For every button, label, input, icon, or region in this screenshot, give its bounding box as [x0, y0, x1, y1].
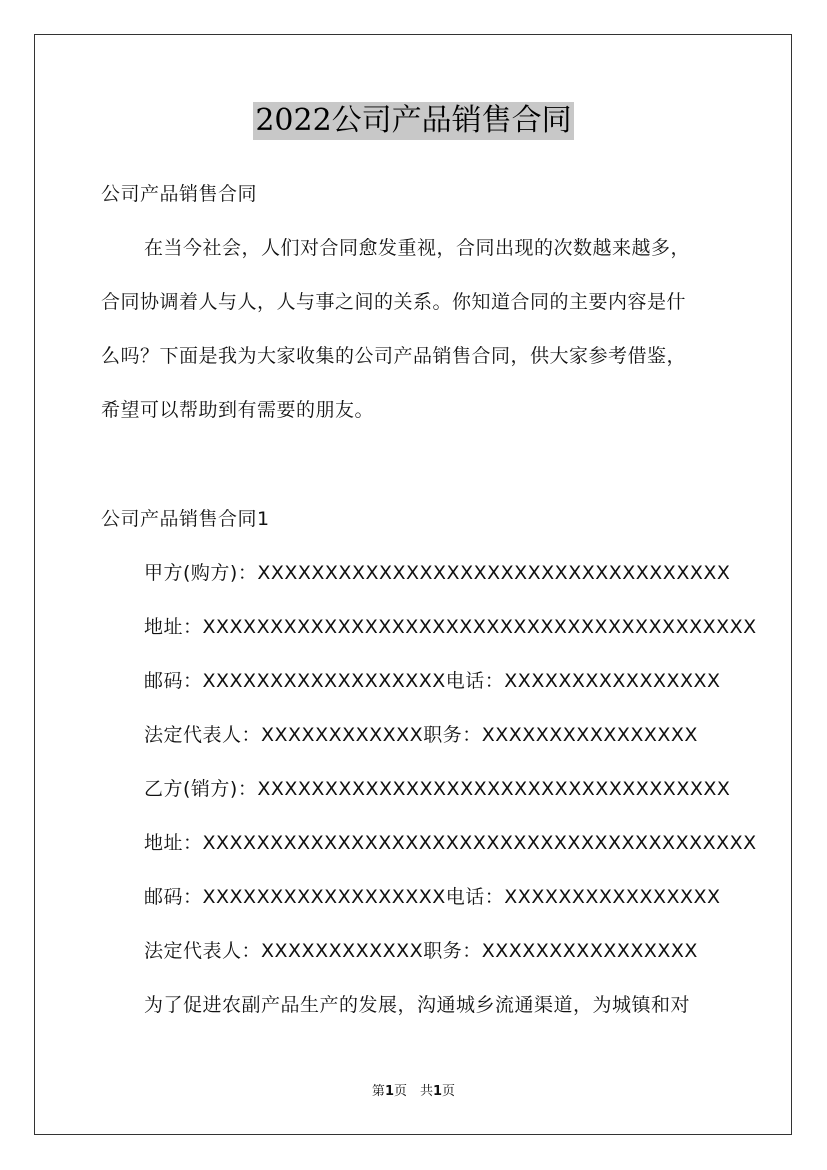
subtitle: 公司产品销售合同	[101, 183, 258, 205]
party-b-address: 地址：XXXXXXXXXXXXXXXXXXXXXXXXXXXXXXXXXXXXXXXXX	[144, 832, 757, 854]
footer-page-number: 1	[384, 1084, 394, 1099]
party-a-rep-position: 法定代表人：XXXXXXXXXXXX职务：XXXXXXXXXXXXXXXX	[144, 724, 698, 746]
party-a-postcode-phone: 邮码：XXXXXXXXXXXXXXXXXX电话：XXXXXXXXXXXXXXXX	[144, 670, 721, 692]
intro-line-1: 在当今社会，人们对合同愈发重视，合同出现的次数越来越多，	[144, 237, 691, 259]
party-b-name: 乙方(销方)：XXXXXXXXXXXXXXXXXXXXXXXXXXXXXXXXXXX	[144, 778, 731, 800]
section-heading: 公司产品销售合同1	[101, 508, 270, 530]
document-title: 2022公司产品销售合同	[255, 103, 572, 138]
page-footer	[0, 1084, 827, 1100]
party-b-postcode-phone: 邮码：XXXXXXXXXXXXXXXXXX电话：XXXXXXXXXXXXXXXX	[144, 886, 721, 908]
party-b-rep-position: 法定代表人：XXXXXXXXXXXX职务：XXXXXXXXXXXXXXXX	[144, 940, 698, 962]
party-a-name: 甲方(购方)：XXXXXXXXXXXXXXXXXXXXXXXXXXXXXXXXXXX	[144, 562, 731, 584]
title-wrap	[0, 102, 827, 140]
footer-page-prefix: 第	[371, 1084, 385, 1099]
intro-line-2: 合同协调着人与人，人与事之间的关系。你知道合同的主要内容是什	[101, 291, 687, 313]
footer-page-total: 1	[433, 1084, 443, 1099]
purpose-line: 为了促进农副产品生产的发展，沟通城乡流通渠道，为城镇和对	[144, 994, 691, 1016]
intro-line-3: 么吗？下面是我为大家收集的公司产品销售合同，供大家参考借鉴，	[101, 345, 687, 367]
footer-page-mid: 页 共	[393, 1084, 433, 1099]
party-a-address: 地址：XXXXXXXXXXXXXXXXXXXXXXXXXXXXXXXXXXXXXXXXX	[144, 616, 757, 638]
intro-line-4: 希望可以帮助到有需要的朋友。	[101, 399, 375, 421]
footer-page-suffix: 页	[442, 1084, 456, 1099]
